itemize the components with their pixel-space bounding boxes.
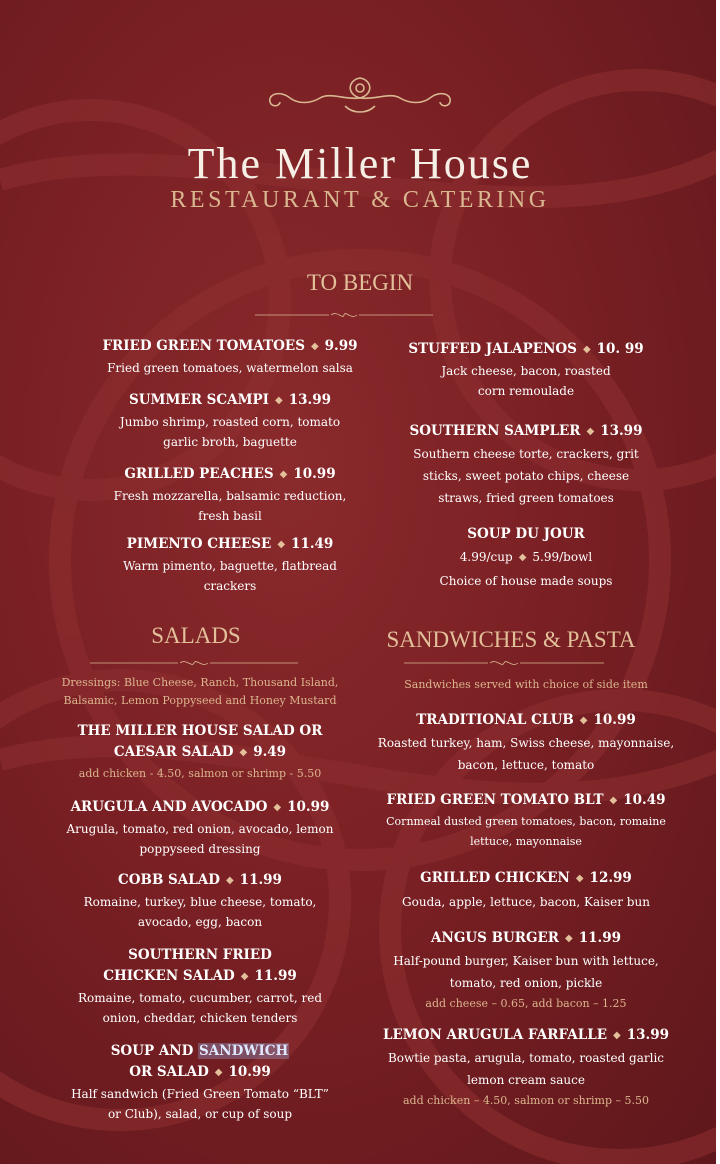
highlighted-text: SANDWICH: [199, 1043, 289, 1059]
item-price: 11.49: [291, 536, 334, 552]
item-name: LEMON ARUGULA FARFALLE: [383, 1027, 607, 1043]
item-price: 12.99: [589, 870, 632, 886]
menu-item: [80, 534, 380, 596]
menu-item: [52, 1041, 348, 1124]
item-description: Southern cheese torte, crackers, grit: [413, 447, 639, 461]
item-name: COBB SALAD: [118, 872, 220, 888]
menu-item: [376, 421, 676, 509]
item-price: 10.99: [593, 712, 636, 728]
item-description: Jack cheese, bacon, roasted: [441, 364, 611, 378]
item-name: GRILLED CHICKEN: [420, 870, 570, 886]
item-name: SUMMER SCAMPI: [129, 392, 269, 408]
item-description: bacon, lettuce, tomato: [457, 758, 595, 772]
section-divider: [90, 658, 298, 668]
item-name: ARUGULA AND AVOCADO: [70, 799, 268, 815]
menu-item: [376, 524, 676, 591]
diamond-icon: ◆: [214, 1067, 223, 1078]
item-description: corn remoulade: [477, 384, 575, 398]
item-description: Gouda, apple, lettuce, bacon, Kaiser bun: [402, 895, 650, 909]
item-addons: add cheese – 0.65, add bacon – 1.25: [425, 997, 627, 1010]
flourish-ornament-icon: [250, 70, 470, 120]
section-heading-to-begin: TO BEGIN: [306, 270, 414, 295]
diamond-icon: ◆: [277, 539, 286, 550]
item-price: 11.99: [254, 968, 297, 984]
item-name: SOUP DU JOUR: [467, 526, 585, 542]
item-name: CHICKEN SALAD: [103, 968, 235, 984]
diamond-icon: ◆: [279, 469, 288, 480]
item-name: ANGUS BURGER: [431, 930, 560, 946]
item-price: 9.99: [324, 338, 358, 354]
item-description: Bowtie pasta, arugula, tomato, roasted garlic: [387, 1051, 665, 1065]
item-price: 13.99: [288, 392, 331, 408]
menu-item: [52, 870, 348, 932]
menu-item: [366, 868, 686, 914]
cup-price: 4.99/cup: [459, 550, 513, 564]
section-heading-salads: SALADS: [151, 623, 241, 648]
item-description: Warm pimento, baguette, flatbread: [123, 559, 337, 573]
diamond-icon: ◆: [575, 873, 584, 884]
item-description: tomato, red onion, pickle: [449, 976, 603, 990]
menu-item: [80, 390, 380, 452]
item-name: PIMENTO CHEESE: [126, 536, 272, 552]
menu-item: [366, 710, 686, 776]
bowl-price: 5.99/bowl: [532, 550, 593, 564]
diamond-icon: ◆: [310, 341, 319, 352]
item-name: FRIED GREEN TOMATOES: [102, 338, 305, 354]
item-description: Roasted turkey, ham, Swiss cheese, mayonnaise,: [377, 736, 675, 750]
item-price: 10.99: [293, 466, 336, 482]
diamond-icon: ◆: [239, 747, 248, 758]
item-description: sticks, sweet potato chips, cheese: [422, 469, 630, 483]
dressings-note: [52, 674, 348, 710]
item-price: 10.99: [287, 799, 330, 815]
item-description: straws, fried green tomatoes: [438, 491, 614, 505]
menu-item: [366, 790, 686, 852]
section-divider: [255, 310, 433, 320]
diamond-icon: ◆: [586, 426, 595, 437]
item-description: Half-pound burger, Kaiser bun with lettuce,: [393, 954, 659, 968]
menu-item: [366, 1025, 686, 1111]
menu-item: [80, 464, 380, 526]
item-description: Half sandwich (Fried Green Tomato “BLT”: [71, 1087, 329, 1101]
diamond-icon: ◆: [273, 802, 282, 813]
item-name: CAESAR SALAD: [113, 744, 234, 760]
diamond-icon: ◆: [565, 933, 573, 944]
item-description: Romaine, turkey, blue cheese, tomato,: [83, 895, 317, 909]
item-description: or Club), salad, or cup of soup: [107, 1107, 293, 1121]
menu-item: [376, 339, 676, 401]
diamond-icon: ◆: [609, 795, 618, 806]
item-name: THE MILLER HOUSE SALAD OR: [77, 723, 323, 739]
diamond-icon: ◆: [225, 875, 234, 886]
item-description: crackers: [203, 579, 257, 593]
item-description: Choice of house made soups: [439, 574, 613, 588]
item-price: 9.49: [253, 744, 287, 760]
diamond-icon: ◆: [275, 395, 283, 406]
item-price: 10.49: [623, 792, 666, 808]
section-divider: [404, 658, 604, 668]
item-description: Romaine, tomato, cucumber, carrot, red: [78, 991, 322, 1005]
item-addons: add chicken - 4.50, salmon or shrimp - 5.50: [78, 767, 322, 780]
item-price: 11.99: [239, 872, 282, 888]
restaurant-subtitle: RESTAURANT & CATERING: [170, 187, 550, 213]
item-price: 13.99: [600, 423, 643, 439]
item-description: Fried green tomatoes, watermelon salsa: [107, 361, 353, 375]
item-name: TRADITIONAL CLUB: [416, 712, 574, 728]
restaurant-name: The Miller House: [187, 139, 533, 188]
item-name: SOUTHERN SAMPLER: [409, 423, 581, 439]
item-name: SOUTHERN FRIED: [128, 947, 272, 963]
sides-note: Sandwiches served with choice of side item: [404, 678, 648, 691]
item-description: Cornmeal dusted green tomatoes, bacon, romaine: [386, 815, 666, 828]
item-price: 11.99: [578, 930, 621, 946]
item-description: lemon cream sauce: [467, 1073, 585, 1087]
menu-item: [52, 797, 348, 859]
diamond-icon: ◆: [582, 344, 591, 355]
item-description: Jumbo shrimp, roasted corn, tomato: [119, 415, 341, 429]
item-name: STUFFED JALAPENOS: [408, 341, 577, 357]
item-description: poppyseed dressing: [139, 842, 261, 856]
item-name: FRIED GREEN TOMATO BLT: [386, 792, 604, 808]
item-description: onion, cheddar, chicken tenders: [102, 1011, 298, 1025]
section-heading-sandwiches: SANDWICHES & PASTA: [386, 627, 636, 652]
item-addons: add chicken – 4.50, salmon or shrimp – 5.50: [403, 1094, 649, 1107]
diamond-icon: ◆: [518, 552, 527, 563]
item-description: Arugula, tomato, red onion, avocado, lemon: [66, 822, 334, 836]
item-description: lettuce, mayonnaise: [470, 835, 582, 848]
item-price: 10.99: [228, 1064, 271, 1080]
item-price: 10. 99: [596, 341, 644, 357]
item-description: fresh basil: [198, 509, 262, 523]
item-name: GRILLED PEACHES: [124, 466, 274, 482]
menu-item: [52, 721, 348, 784]
note-line: Dressings: Blue Cheese, Ranch, Thousand Island,: [61, 676, 339, 689]
item-description: avocado, egg, bacon: [137, 915, 263, 929]
item-name: SOUP AND: [110, 1043, 199, 1059]
menu-item: [366, 928, 686, 1014]
item-name: OR SALAD: [129, 1064, 209, 1080]
diamond-icon: ◆: [613, 1030, 621, 1041]
diamond-icon: ◆: [240, 971, 249, 982]
item-price: 13.99: [626, 1027, 669, 1043]
diamond-icon: ◆: [579, 715, 588, 726]
menu-item: [52, 945, 348, 1028]
item-description: garlic broth, baguette: [163, 435, 297, 449]
note-line: Balsamic, Lemon Poppyseed and Honey Mustard: [63, 694, 337, 707]
menu-item: [80, 336, 380, 378]
item-description: Fresh mozzarella, balsamic reduction,: [113, 489, 347, 503]
